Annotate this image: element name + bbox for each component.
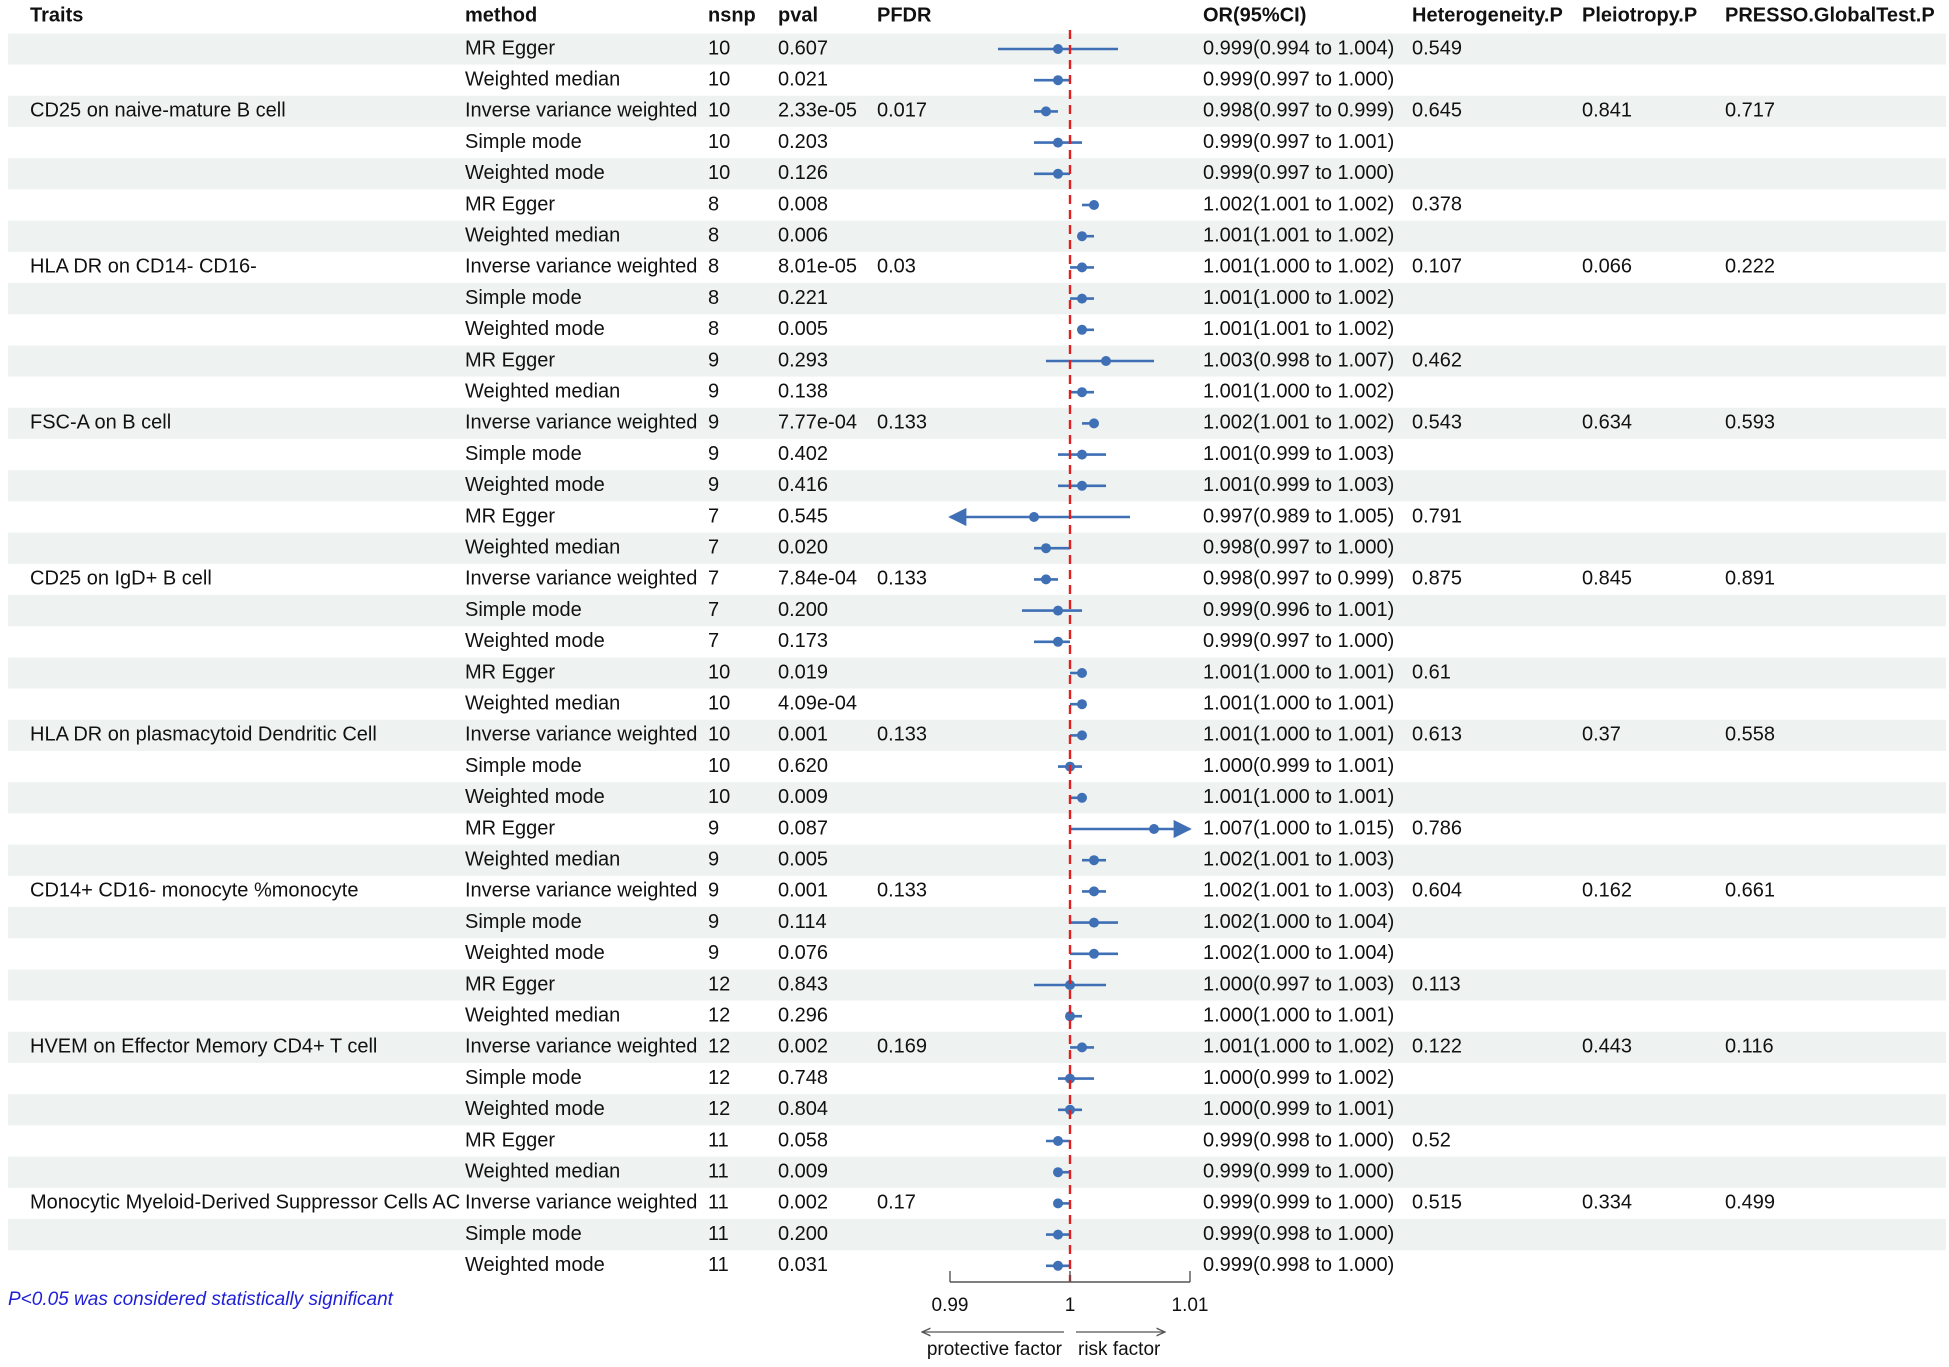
nsnp-value: 11	[708, 1129, 729, 1152]
pval-value: 0.002	[778, 1191, 829, 1214]
trait-label: Monocytic Myeloid-Derived Suppressor Cells AC	[30, 1191, 461, 1214]
method-label: MR Egger	[465, 1129, 556, 1152]
pval-value: 0.114	[778, 910, 827, 933]
risk-factor-label: risk factor	[1078, 1339, 1161, 1361]
pval-value: 0.748	[778, 1066, 829, 1089]
trait-label: CD25 on naive-mature B cell	[30, 99, 286, 122]
trait-label: FSC-A on B cell	[30, 411, 172, 434]
method-label: MR Egger	[465, 193, 556, 216]
estimate-point	[1077, 481, 1087, 491]
pleiotropy-value: 0.37	[1582, 723, 1621, 746]
or-ci-text: 1.001(1.000 to 1.001)	[1203, 786, 1395, 809]
significance-note: P<0.05 was considered statistically significant	[8, 1289, 393, 1311]
estimate-point	[1089, 918, 1099, 928]
pval-value: 0.021	[778, 68, 829, 91]
estimate-point	[1053, 1136, 1063, 1146]
pfdr-value: 0.17	[877, 1191, 916, 1214]
row-shade	[8, 657, 1946, 688]
method-label: MR Egger	[465, 349, 556, 372]
nsnp-value: 9	[708, 879, 720, 902]
or-ci-text: 1.007(1.000 to 1.015)	[1203, 817, 1395, 840]
or-ci-text: 0.997(0.989 to 1.005)	[1203, 505, 1395, 528]
estimate-point	[1077, 699, 1087, 709]
heterogeneity-value: 0.462	[1412, 349, 1463, 372]
pval-value: 7.77e-04	[778, 411, 857, 434]
method-label: Inverse variance weighted	[465, 723, 698, 746]
pleiotropy-value: 0.443	[1582, 1035, 1633, 1058]
trait-label: HLA DR on plasmacytoid Dendritic Cell	[30, 723, 377, 746]
nsnp-value: 9	[708, 349, 720, 372]
method-label: Weighted median	[465, 380, 621, 403]
nsnp-value: 10	[708, 754, 731, 777]
pleiotropy-value: 0.841	[1582, 99, 1633, 122]
pval-value: 0.058	[778, 1129, 829, 1152]
nsnp-value: 8	[708, 255, 720, 278]
pval-value: 0.203	[778, 130, 829, 153]
method-label: Weighted mode	[465, 1254, 605, 1277]
presso-value: 0.558	[1725, 723, 1776, 746]
header-nsnp: nsnp	[708, 4, 756, 27]
or-ci-text: 0.999(0.998 to 1.000)	[1203, 1222, 1395, 1245]
nsnp-value: 9	[708, 817, 720, 840]
estimate-point	[1149, 824, 1159, 834]
estimate-point	[1089, 418, 1099, 428]
presso-value: 0.116	[1725, 1035, 1774, 1058]
or-ci-text: 0.999(0.999 to 1.000)	[1203, 1191, 1395, 1214]
estimate-point	[1029, 512, 1039, 522]
estimate-point	[1053, 1167, 1063, 1177]
presso-value: 0.891	[1725, 567, 1776, 590]
nsnp-value: 12	[708, 1066, 731, 1089]
method-label: Weighted mode	[465, 474, 605, 497]
estimate-point	[1053, 169, 1063, 179]
header-traits: Traits	[30, 4, 84, 27]
method-label: Inverse variance weighted	[465, 1035, 698, 1058]
or-ci-text: 0.998(0.997 to 1.000)	[1203, 536, 1395, 559]
row-shade	[8, 907, 1946, 938]
row-shade	[8, 1157, 1946, 1188]
pleiotropy-value: 0.162	[1582, 879, 1633, 902]
trait-label: CD25 on IgD+ B cell	[30, 567, 212, 590]
header-presso-globaltest-p: PRESSO.GlobalTest.P	[1725, 4, 1935, 27]
or-ci-text: 1.001(1.000 to 1.001)	[1203, 692, 1395, 715]
pval-value: 0.402	[778, 442, 829, 465]
method-label: Weighted mode	[465, 942, 605, 965]
method-label: Weighted median	[465, 68, 621, 91]
pfdr-value: 0.017	[877, 99, 928, 122]
row-shade	[8, 595, 1946, 626]
or-ci-text: 1.001(1.000 to 1.002)	[1203, 1035, 1395, 1058]
header-pval: pval	[778, 4, 819, 27]
pval-value: 0.843	[778, 973, 829, 996]
estimate-point	[1053, 138, 1063, 148]
row-shade	[8, 158, 1946, 189]
or-ci-text: 0.999(0.994 to 1.004)	[1203, 37, 1395, 60]
or-ci-text: 1.001(1.001 to 1.002)	[1203, 318, 1395, 341]
pfdr-value: 0.133	[877, 567, 928, 590]
nsnp-value: 11	[708, 1191, 729, 1214]
pval-value: 0.001	[778, 723, 829, 746]
nsnp-value: 7	[708, 630, 720, 653]
or-ci-text: 1.002(1.001 to 1.002)	[1203, 193, 1395, 216]
estimate-point	[1077, 450, 1087, 460]
method-label: Simple mode	[465, 442, 582, 465]
or-ci-text: 1.001(1.000 to 1.002)	[1203, 255, 1395, 278]
estimate-point	[1077, 231, 1087, 241]
method-label: MR Egger	[465, 817, 556, 840]
or-ci-text: 0.999(0.999 to 1.000)	[1203, 1160, 1395, 1183]
estimate-point	[1089, 949, 1099, 959]
nsnp-value: 10	[708, 661, 731, 684]
row-shade	[8, 782, 1946, 813]
nsnp-value: 10	[708, 37, 731, 60]
estimate-point	[1077, 294, 1087, 304]
heterogeneity-value: 0.113	[1412, 973, 1461, 996]
nsnp-value: 7	[708, 536, 720, 559]
or-ci-text: 1.002(1.000 to 1.004)	[1203, 942, 1395, 965]
estimate-point	[1053, 637, 1063, 647]
pval-value: 7.84e-04	[778, 567, 857, 590]
nsnp-value: 9	[708, 380, 720, 403]
or-ci-text: 0.999(0.996 to 1.001)	[1203, 598, 1395, 621]
heterogeneity-value: 0.549	[1412, 37, 1463, 60]
heterogeneity-value: 0.122	[1412, 1035, 1463, 1058]
estimate-point	[1041, 106, 1051, 116]
method-label: Simple mode	[465, 1222, 582, 1245]
pval-value: 0.416	[778, 474, 829, 497]
pval-value: 0.076	[778, 942, 829, 965]
presso-value: 0.593	[1725, 411, 1776, 434]
trait-label: HLA DR on CD14- CD16-	[30, 255, 257, 278]
presso-value: 0.222	[1725, 255, 1776, 278]
method-label: Inverse variance weighted	[465, 879, 698, 902]
row-shade	[8, 1094, 1946, 1125]
row-shade	[8, 533, 1946, 564]
tick-label: 1.01	[1171, 1295, 1209, 1317]
heterogeneity-value: 0.61	[1412, 661, 1451, 684]
nsnp-value: 8	[708, 318, 720, 341]
or-ci-text: 1.001(0.999 to 1.003)	[1203, 442, 1395, 465]
heterogeneity-value: 0.645	[1412, 99, 1463, 122]
or-ci-text: 1.002(1.000 to 1.004)	[1203, 910, 1395, 933]
row-shade	[8, 96, 1946, 127]
estimate-point	[1053, 606, 1063, 616]
heterogeneity-value: 0.604	[1412, 879, 1463, 902]
pval-value: 0.009	[778, 786, 829, 809]
pval-value: 0.607	[778, 37, 829, 60]
or-ci-text: 0.998(0.997 to 0.999)	[1203, 567, 1395, 590]
method-label: Weighted mode	[465, 630, 605, 653]
pval-value: 0.002	[778, 1035, 829, 1058]
pval-value: 0.138	[778, 380, 829, 403]
method-label: Inverse variance weighted	[465, 255, 698, 278]
estimate-point	[1077, 387, 1087, 397]
pval-value: 0.296	[778, 1004, 829, 1027]
pfdr-value: 0.133	[877, 723, 928, 746]
pleiotropy-value: 0.334	[1582, 1191, 1633, 1214]
or-ci-text: 0.999(0.997 to 1.000)	[1203, 162, 1395, 185]
or-ci-text: 1.002(1.001 to 1.002)	[1203, 411, 1395, 434]
header-or-95-ci-: OR(95%CI)	[1203, 4, 1307, 27]
presso-value: 0.499	[1725, 1191, 1776, 1214]
method-label: MR Egger	[465, 37, 556, 60]
or-ci-text: 1.000(0.999 to 1.002)	[1203, 1066, 1395, 1089]
tick-label: 1	[1064, 1295, 1076, 1317]
nsnp-value: 9	[708, 910, 720, 933]
estimate-point	[1041, 543, 1051, 553]
heterogeneity-value: 0.515	[1412, 1191, 1463, 1214]
nsnp-value: 9	[708, 848, 720, 871]
or-ci-text: 0.998(0.997 to 0.999)	[1203, 99, 1395, 122]
header-method: method	[465, 4, 538, 27]
method-label: Weighted median	[465, 536, 621, 559]
pval-value: 0.221	[778, 286, 829, 309]
estimate-point	[1053, 75, 1063, 85]
method-label: Inverse variance weighted	[465, 99, 698, 122]
header-heterogeneity-p: Heterogeneity.P	[1412, 4, 1563, 27]
pval-value: 0.200	[778, 598, 829, 621]
nsnp-value: 11	[708, 1160, 729, 1183]
pval-value: 0.545	[778, 505, 829, 528]
estimate-point	[1053, 1230, 1063, 1240]
or-ci-text: 1.000(0.999 to 1.001)	[1203, 1098, 1395, 1121]
or-ci-text: 1.001(1.000 to 1.002)	[1203, 286, 1395, 309]
method-label: MR Egger	[465, 973, 556, 996]
nsnp-value: 9	[708, 474, 720, 497]
trait-label: HVEM on Effector Memory CD4+ T cell	[30, 1035, 378, 1058]
method-label: Weighted median	[465, 692, 621, 715]
method-label: Weighted mode	[465, 318, 605, 341]
or-ci-text: 0.999(0.998 to 1.000)	[1203, 1254, 1395, 1277]
nsnp-value: 7	[708, 567, 720, 590]
pval-value: 0.020	[778, 536, 829, 559]
pval-value: 4.09e-04	[778, 692, 857, 715]
row-shade	[8, 969, 1946, 1000]
pleiotropy-value: 0.845	[1582, 567, 1633, 590]
estimate-point	[1077, 730, 1087, 740]
pval-value: 2.33e-05	[778, 99, 857, 122]
pval-value: 0.804	[778, 1098, 829, 1121]
method-label: Weighted mode	[465, 786, 605, 809]
estimate-point	[1041, 574, 1051, 584]
pval-value: 0.293	[778, 349, 829, 372]
method-label: Simple mode	[465, 754, 582, 777]
estimate-point	[1077, 262, 1087, 272]
or-ci-text: 0.999(0.997 to 1.001)	[1203, 130, 1395, 153]
method-label: Simple mode	[465, 286, 582, 309]
header-pfdr: PFDR	[877, 4, 932, 27]
estimate-point	[1077, 325, 1087, 335]
or-ci-text: 0.999(0.998 to 1.000)	[1203, 1129, 1395, 1152]
heterogeneity-value: 0.107	[1412, 255, 1463, 278]
pfdr-value: 0.169	[877, 1035, 928, 1058]
row-shade	[8, 221, 1946, 252]
pfdr-value: 0.133	[877, 411, 928, 434]
or-ci-text: 1.001(1.000 to 1.002)	[1203, 380, 1395, 403]
nsnp-value: 9	[708, 442, 720, 465]
or-ci-text: 1.002(1.001 to 1.003)	[1203, 848, 1395, 871]
or-ci-text: 1.001(1.000 to 1.001)	[1203, 661, 1395, 684]
nsnp-value: 10	[708, 723, 731, 746]
nsnp-value: 8	[708, 193, 720, 216]
pfdr-value: 0.133	[877, 879, 928, 902]
method-label: Simple mode	[465, 910, 582, 933]
row-shade	[8, 345, 1946, 376]
heterogeneity-value: 0.378	[1412, 193, 1463, 216]
or-ci-text: 1.002(1.001 to 1.003)	[1203, 879, 1395, 902]
nsnp-value: 9	[708, 942, 720, 965]
pval-value: 0.087	[778, 817, 829, 840]
method-label: MR Egger	[465, 661, 556, 684]
or-ci-text: 1.000(0.997 to 1.003)	[1203, 973, 1395, 996]
pval-value: 8.01e-05	[778, 255, 857, 278]
pval-value: 0.620	[778, 754, 829, 777]
nsnp-value: 10	[708, 162, 731, 185]
row-shade	[8, 283, 1946, 314]
nsnp-value: 10	[708, 99, 731, 122]
method-label: Inverse variance weighted	[465, 411, 698, 434]
nsnp-value: 12	[708, 1035, 731, 1058]
heterogeneity-value: 0.613	[1412, 723, 1463, 746]
pval-value: 0.173	[778, 630, 829, 653]
nsnp-value: 12	[708, 973, 731, 996]
nsnp-value: 12	[708, 1098, 731, 1121]
estimate-point	[1089, 200, 1099, 210]
header-pleiotropy-p: Pleiotropy.P	[1582, 4, 1698, 27]
pval-value: 0.001	[778, 879, 829, 902]
nsnp-value: 12	[708, 1004, 731, 1027]
column-headers	[30, 4, 1935, 26]
row-shade	[8, 470, 1946, 501]
pleiotropy-value: 0.066	[1582, 255, 1633, 278]
estimate-point	[1089, 886, 1099, 896]
nsnp-value: 10	[708, 130, 731, 153]
pval-value: 0.031	[778, 1254, 829, 1277]
or-ci-text: 1.000(0.999 to 1.001)	[1203, 754, 1395, 777]
row-shade	[8, 408, 1946, 439]
tick-label: 0.99	[931, 1295, 969, 1317]
nsnp-value: 11	[708, 1254, 729, 1277]
or-ci-text: 1.001(0.999 to 1.003)	[1203, 474, 1395, 497]
method-label: Weighted mode	[465, 162, 605, 185]
method-label: Simple mode	[465, 1066, 582, 1089]
method-label: Inverse variance weighted	[465, 1191, 698, 1214]
estimate-point	[1077, 793, 1087, 803]
pval-value: 0.019	[778, 661, 829, 684]
nsnp-value: 10	[708, 786, 731, 809]
nsnp-value: 7	[708, 505, 720, 528]
presso-value: 0.661	[1725, 879, 1776, 902]
or-ci-text: 1.001(1.000 to 1.001)	[1203, 723, 1395, 746]
pval-value: 0.009	[778, 1160, 829, 1183]
protective-factor-label: protective factor	[926, 1339, 1062, 1361]
method-label: Simple mode	[465, 598, 582, 621]
or-ci-text: 0.999(0.997 to 1.000)	[1203, 68, 1395, 91]
estimate-point	[1077, 1042, 1087, 1052]
method-label: Inverse variance weighted	[465, 567, 698, 590]
trait-label: CD14+ CD16- monocyte %monocyte	[30, 879, 359, 902]
heterogeneity-value: 0.786	[1412, 817, 1463, 840]
method-label: Simple mode	[465, 130, 582, 153]
nsnp-value: 10	[708, 692, 731, 715]
pval-value: 0.126	[778, 162, 829, 185]
nsnp-value: 9	[708, 411, 720, 434]
estimate-point	[1053, 1198, 1063, 1208]
nsnp-value: 8	[708, 286, 720, 309]
or-ci-text: 1.000(1.000 to 1.001)	[1203, 1004, 1395, 1027]
pval-value: 0.008	[778, 193, 829, 216]
pval-value: 0.200	[778, 1222, 829, 1245]
row-shade	[8, 845, 1946, 876]
method-label: Weighted median	[465, 1160, 621, 1183]
nsnp-value: 11	[708, 1222, 729, 1245]
estimate-point	[1053, 44, 1063, 54]
method-label: Weighted median	[465, 1004, 621, 1027]
or-ci-text: 0.999(0.997 to 1.000)	[1203, 630, 1395, 653]
pval-value: 0.006	[778, 224, 829, 247]
pval-value: 0.005	[778, 318, 829, 341]
or-ci-text: 1.003(0.998 to 1.007)	[1203, 349, 1395, 372]
nsnp-value: 8	[708, 224, 720, 247]
presso-value: 0.717	[1725, 99, 1776, 122]
estimate-point	[1101, 356, 1111, 366]
x-axis	[922, 1271, 1208, 1360]
heterogeneity-value: 0.543	[1412, 411, 1463, 434]
row-shading	[8, 33, 1946, 1250]
heterogeneity-value: 0.875	[1412, 567, 1463, 590]
estimate-point	[1089, 855, 1099, 865]
method-label: Weighted median	[465, 848, 621, 871]
nsnp-value: 7	[708, 598, 720, 621]
row-shade	[8, 33, 1946, 64]
method-label: Weighted mode	[465, 1098, 605, 1121]
estimate-point	[1053, 1261, 1063, 1271]
pleiotropy-value: 0.634	[1582, 411, 1633, 434]
row-shade	[8, 1219, 1946, 1250]
estimate-point	[1077, 668, 1087, 678]
method-label: MR Egger	[465, 505, 556, 528]
heterogeneity-value: 0.52	[1412, 1129, 1451, 1152]
pfdr-value: 0.03	[877, 255, 916, 278]
or-ci-text: 1.001(1.001 to 1.002)	[1203, 224, 1395, 247]
pval-value: 0.005	[778, 848, 829, 871]
heterogeneity-value: 0.791	[1412, 505, 1463, 528]
method-label: Weighted median	[465, 224, 621, 247]
nsnp-value: 10	[708, 68, 731, 91]
